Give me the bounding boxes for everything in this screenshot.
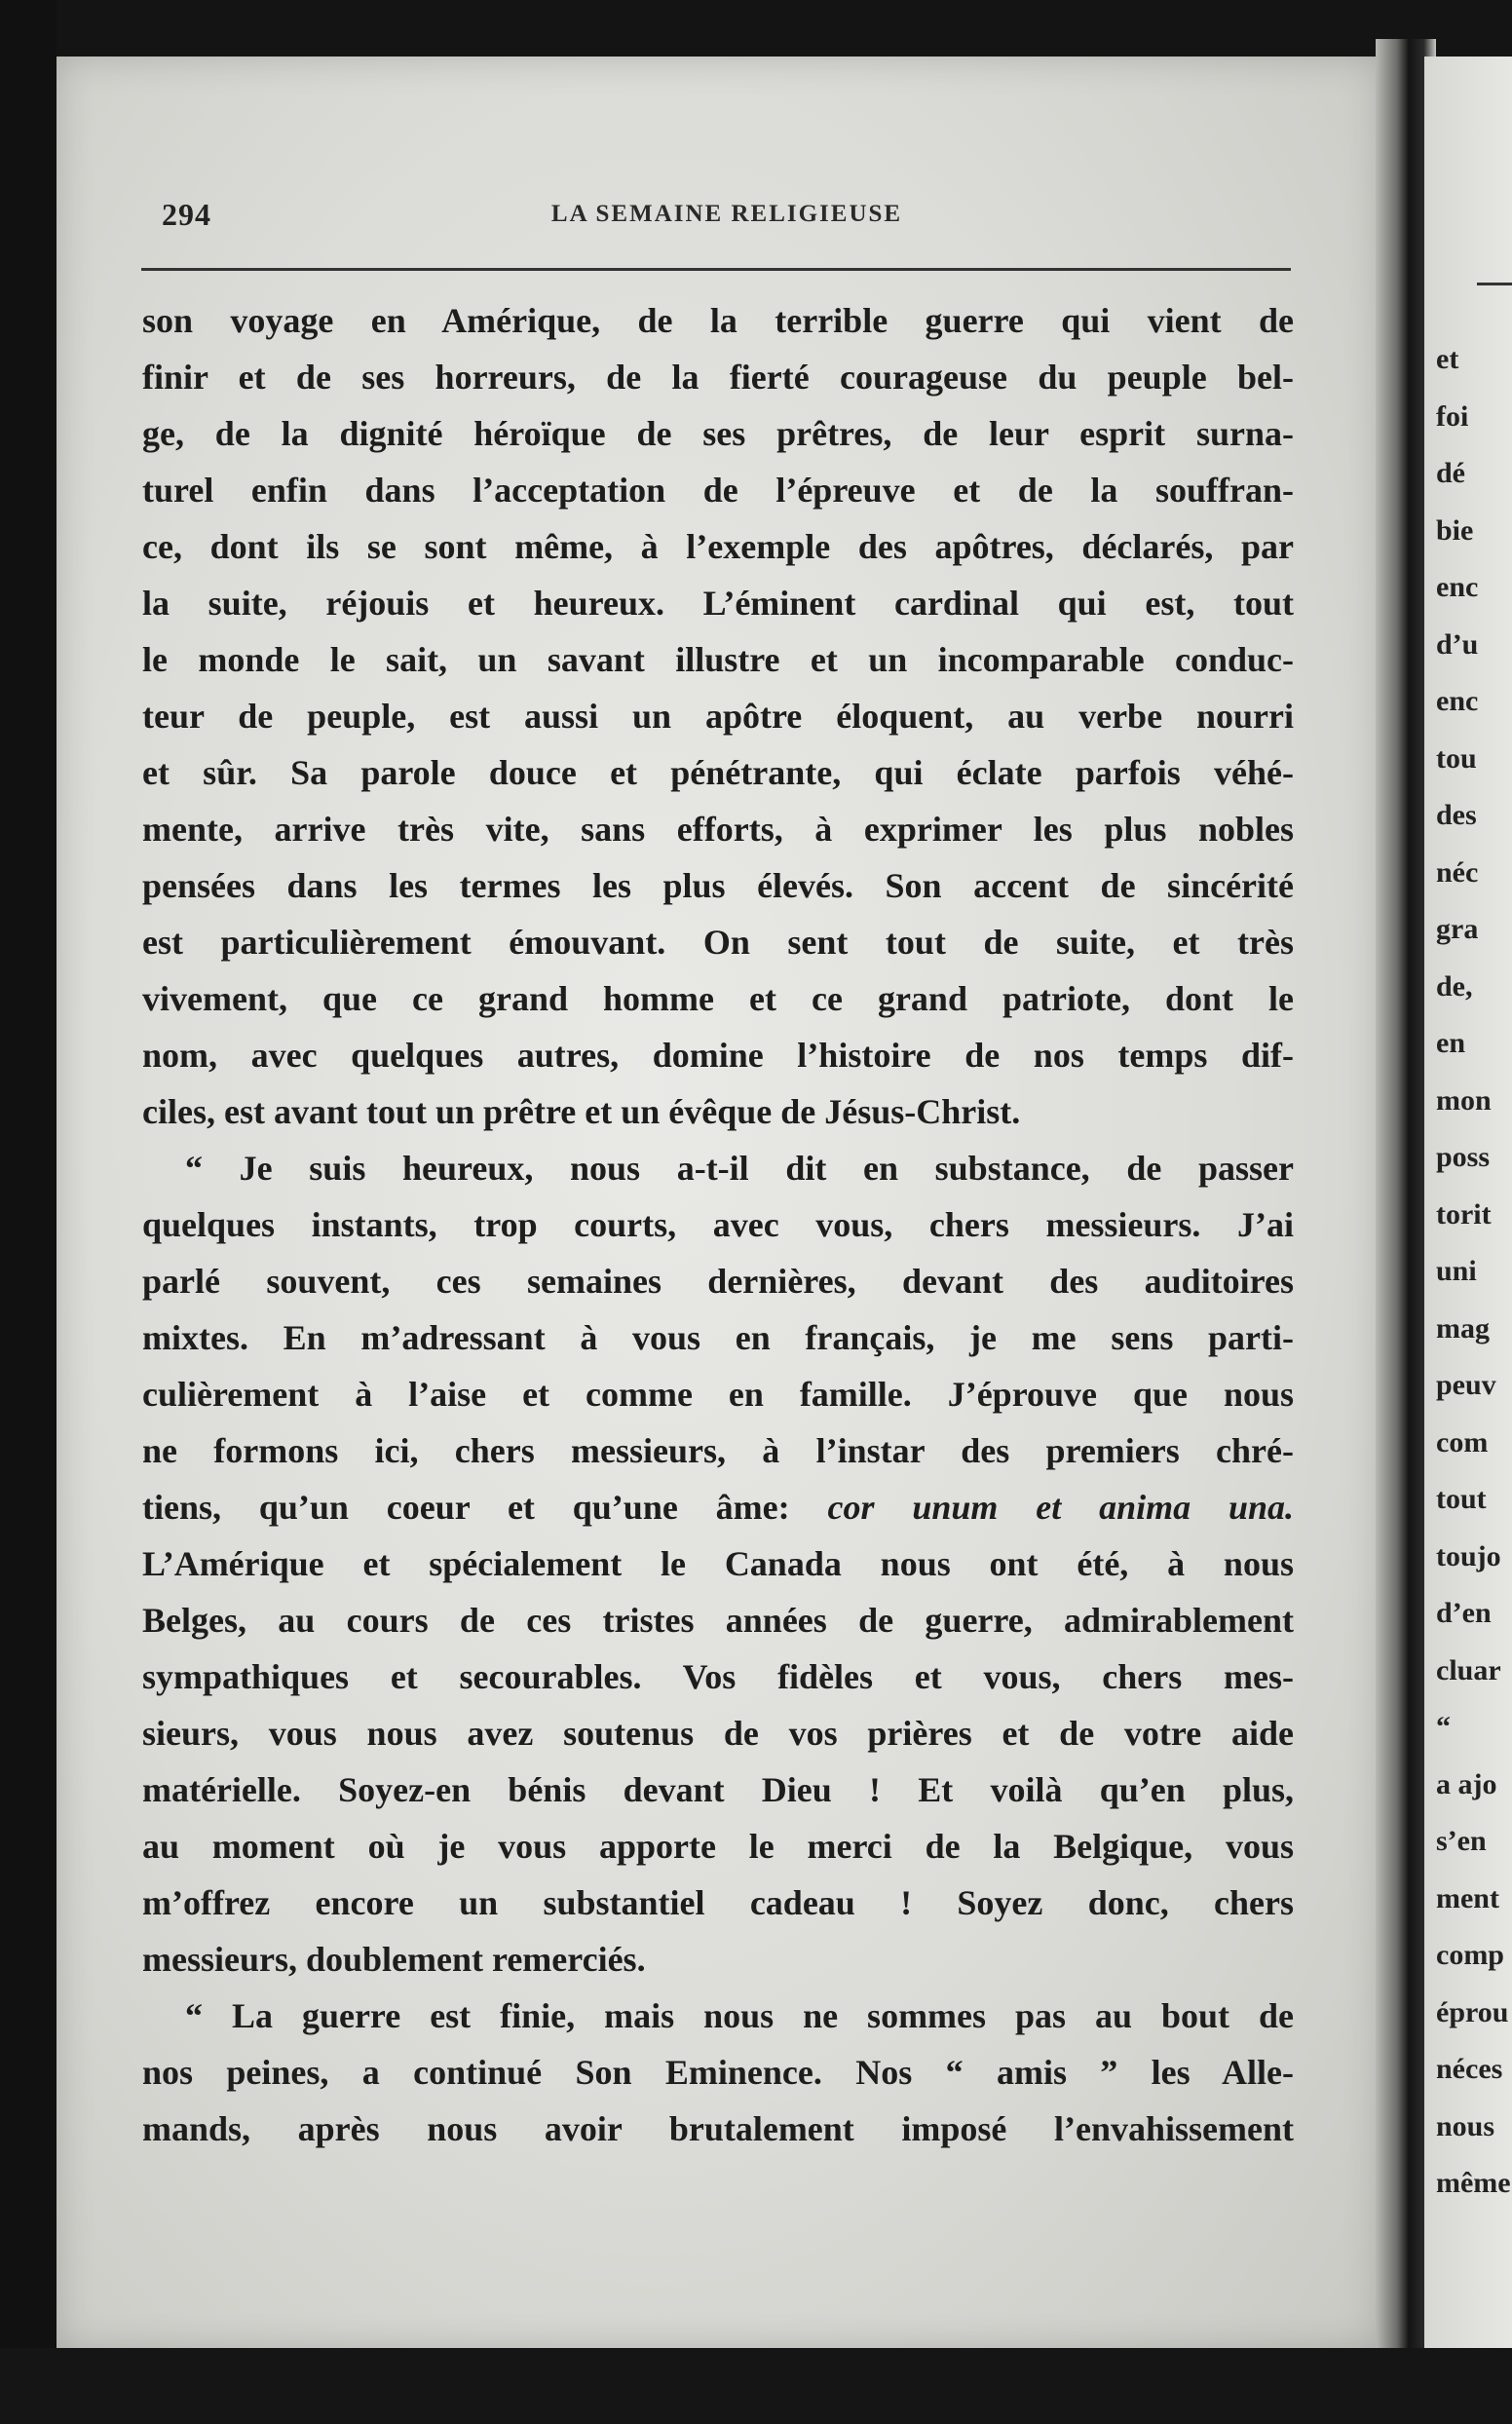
text-line: “ La guerre est finie, mais nous ne sommes pas au bout de [185,1996,1294,2035]
text-line [142,1479,1294,1535]
text-line: quelques instants, trop courts, avec vous, chers messieurs. J’ai [142,1205,1294,1244]
next-page-fragment-line: dé [1436,457,1465,489]
text-line: au moment où je vous apporte le merci de la Belgique, vous [142,1827,1294,1866]
paragraph [142,1140,1294,1988]
text-line: mente, arrive très vite, sans efforts, à exprimer les plus nobles [142,810,1294,849]
next-page-fragment-line: tou [1436,741,1477,775]
text-line: pensées dans les termes les plus élevés. Son accent de sincérité [142,866,1294,905]
text-line: nos peines, a continué Son Eminence. Nos “ amis ” les Alle- [142,2053,1294,2092]
next-page-fragment-line: uni [1436,1255,1477,1287]
next-page-fragment-line: toujo [1436,1539,1501,1572]
running-head: LA SEMAINE RELIGIEUSE [550,201,903,227]
text-line: parlé souvent, ces semaines dernières, devant des auditoires [142,1262,1294,1301]
text-line: L’Amérique et spécialement le Canada nous ont été, à nous [142,1544,1294,1583]
scan-frame-top [0,0,1512,57]
next-page-fragment-line: enc [1436,571,1479,603]
latin-phrase: cor unum et anima una. [827,1488,1295,1527]
text-line: mands, après nous avoir brutalement imposé l’envahissement [142,2109,1294,2148]
next-page-fragment-line: foi [1436,399,1469,433]
paragraph [142,292,1294,1140]
text-line: “ Je suis heureux, nous a-t-il dit en substance, de passer [185,1149,1294,1188]
text-line: m’offrez encore un substantiel cadeau ! Soyez donc, chers [142,1883,1294,1922]
next-page-fragment-line: de, [1436,969,1473,1003]
page-number: 294 [162,197,211,232]
text-line: teur de peuple, est aussi un apôtre éloquent, au verbe nourri [142,697,1294,736]
text-segment: tiens, qu’un coeur et qu’une âme: [142,1488,790,1527]
header-rule [141,268,1291,271]
next-page-fragment-line: comp [1436,1939,1504,1971]
next-page-fragment-line: d’u [1436,627,1479,661]
text-line: sieurs, vous nous avez soutenus de vos prières et de votre aide [142,1714,1294,1753]
next-page-fragment-line: mon [1436,1083,1492,1117]
text-line: la suite, réjouis et heureux. L’éminent cardinal qui est, tout [142,584,1294,623]
next-page-fragment-line: et [1436,343,1459,375]
scan-frame-left [0,0,57,2424]
scan-frame-bottom [0,2348,1512,2424]
next-page-fragment-line: poss [1436,1141,1491,1173]
next-page-fragment-line: nous [1436,2109,1495,2142]
text-line: ge, de la dignité héroïque de ses prêtres, de leur esprit surna- [142,414,1294,453]
next-page-header-rule [1477,283,1512,285]
text-line: sympathiques et secourables. Vos fidèles et vous, chers mes- [142,1657,1294,1696]
next-page-fragment-line: même [1436,2167,1511,2199]
next-page-fragment-line: en [1436,1027,1465,1059]
text-line: ciles, est avant tout un prêtre et un évêque de Jésus-Christ. [142,1092,1021,1131]
text-line: le monde le sait, un savant illustre et un incomparable conduc- [142,640,1294,679]
text-line: culièrement à l’aise et comme en famille. J’éprouve que nous [142,1375,1294,1414]
next-page-fragment-line: néc [1436,855,1479,889]
next-page-fragment-line: des [1436,799,1477,831]
text-line: et sûr. Sa parole douce et pénétrante, qui éclate parfois véhé- [142,753,1294,792]
next-page-fragment-line: éprou [1436,1995,1509,2028]
text-line: matérielle. Soyez-en bénis devant Dieu ! Et voilà qu’en plus, [142,1770,1294,1809]
page-body [142,292,1294,2157]
page-header [162,138,1292,232]
text-line: son voyage en Amérique, de la terrible guerre qui vient de [142,301,1294,340]
text-line: mixtes. En m’adressant à vous en français, je me sens parti- [142,1318,1294,1357]
text-line: Belges, au cours de ces tristes années de guerre, admirablement [142,1601,1294,1640]
next-page-fragment-line: torit [1436,1197,1492,1231]
next-page-fragment-line: s’en [1436,1825,1487,1857]
next-page-fragment-line: mag [1436,1311,1490,1345]
text-line: ne formons ici, chers messieurs, à l’instar des premiers chré- [142,1431,1294,1470]
next-page-fragment-line: peuv [1436,1369,1496,1401]
next-page-text [1436,331,1512,2213]
next-page-fragment-line: cluar [1436,1653,1501,1686]
next-page-fragment-line: com [1436,1425,1489,1458]
next-page-fragment-line: gra [1436,913,1479,945]
next-page-fragment-line: ment [1436,1881,1499,1914]
next-page-fragment-line: enc [1436,685,1479,717]
next-page-fragment-line: néces [1436,2053,1503,2085]
next-page-fragment-line: “ [1436,1711,1451,1743]
text-line: finir et de ses horreurs, de la fierté courageuse du peuple bel- [142,358,1294,397]
text-line: vivement, que ce grand homme et ce grand patriote, dont le [142,979,1294,1018]
next-page-fragment-line: tout [1436,1483,1487,1515]
text-line: turel enfin dans l’acceptation de l’épreuve et de la souffran- [142,471,1294,510]
paragraph [142,1988,1294,2157]
text-line: nom, avec quelques autres, domine l’histoire de nos temps dif- [142,1036,1294,1075]
next-page-fragment-line: bie [1436,513,1474,547]
text-line: est particulièrement émouvant. On sent tout de suite, et très [142,923,1294,962]
next-page-fragment-line: d’en [1436,1597,1492,1629]
next-page-fragment [1424,57,1512,2351]
next-page-fragment-line: a ajo [1436,1767,1497,1800]
text-line: messieurs, doublement remerciés. [142,1940,646,1979]
text-line: ce, dont ils se sont même, à l’exemple des apôtres, déclarés, par [142,527,1294,566]
